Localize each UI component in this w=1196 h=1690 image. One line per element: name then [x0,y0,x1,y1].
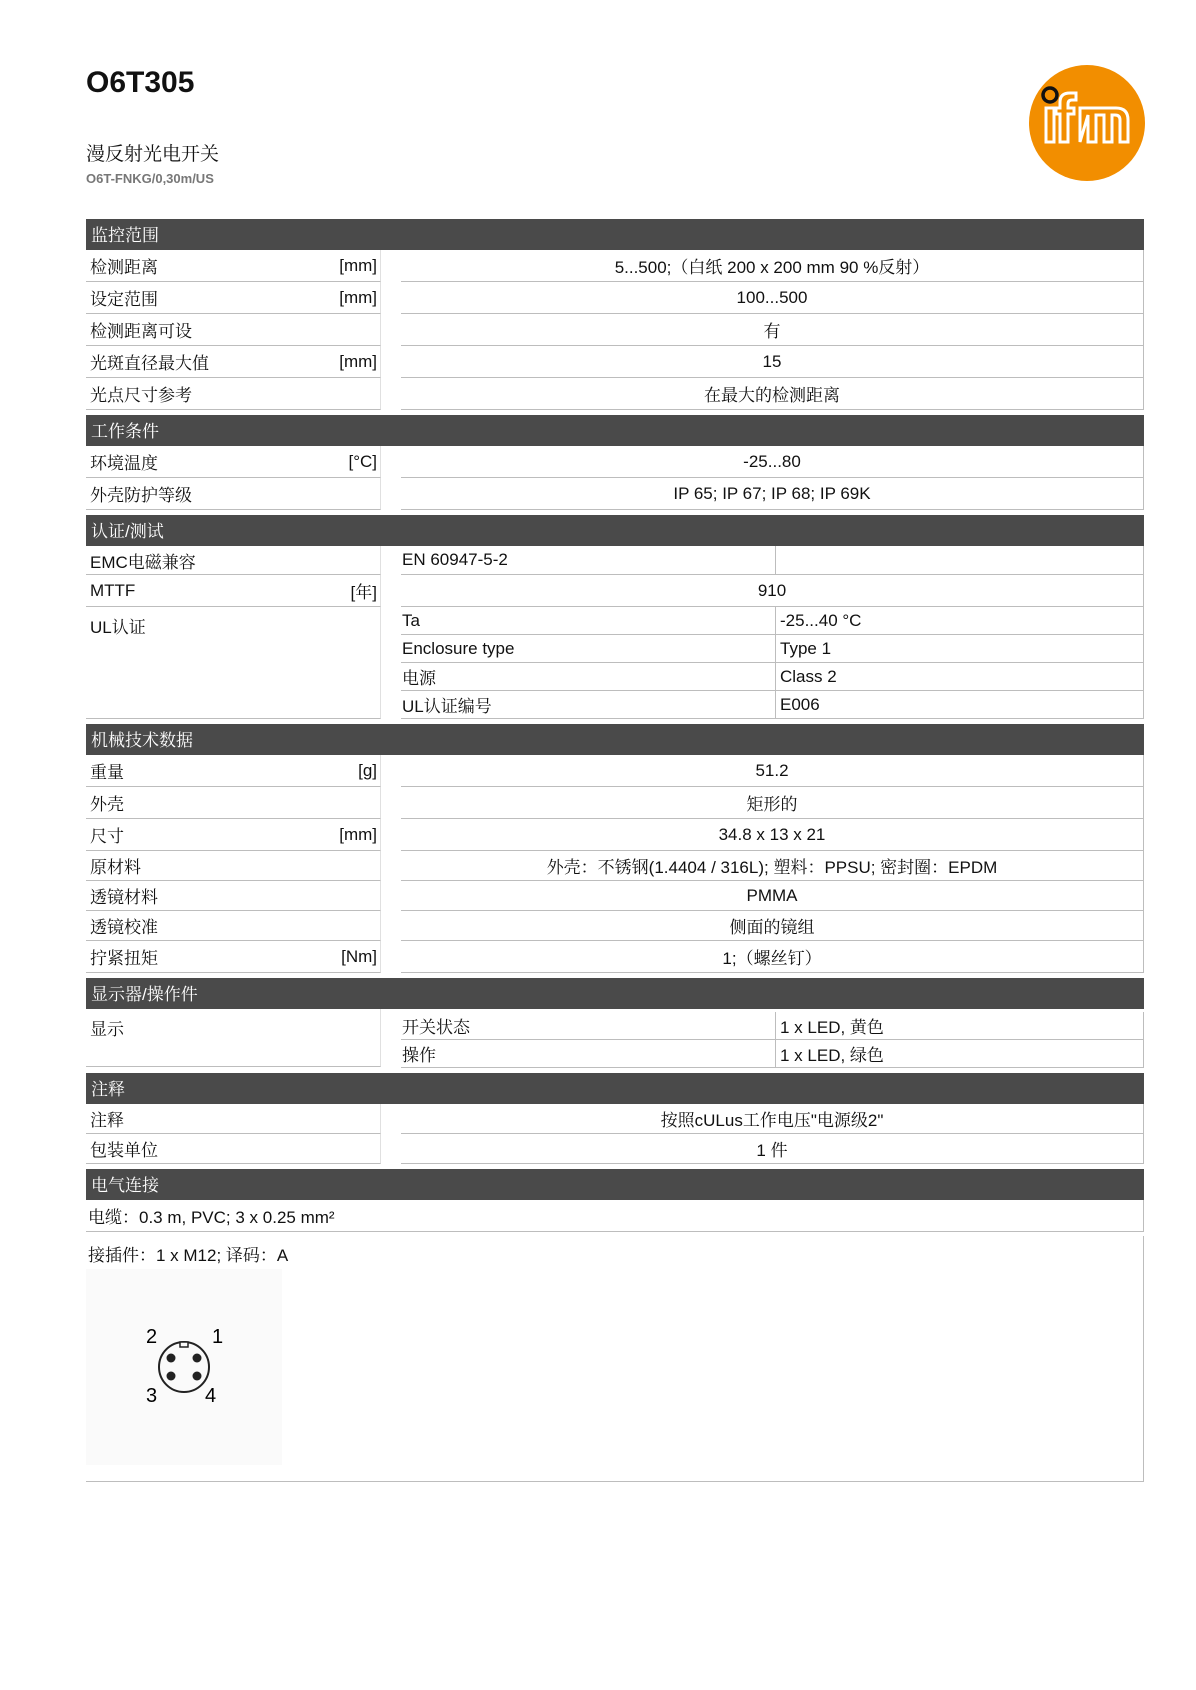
spec-row [86,282,1144,314]
section-header-operating: 工作条件 [86,415,1144,446]
spec-label: 透镜材料 [90,888,158,907]
spec-label: 显示 [90,1020,124,1039]
spec-label: 外壳 [90,795,124,814]
spec-row [86,755,1144,787]
pin-label-2: 2 [146,1326,158,1348]
spec-value: EN 60947-5-2 [401,546,776,575]
pin-label-3: 3 [146,1385,158,1407]
spec-value: 矩形的 [401,787,1144,819]
spec-row [86,911,1144,941]
spec-value: IP 65; IP 67; IP 68; IP 69K [401,478,1144,510]
spec-label: 注释 [90,1111,124,1130]
spec-row [86,314,1144,346]
spec-value: 外壳：不锈钢(1.4404 / 316L); 塑料：PPSU; 密封圈：EPDM [401,851,1144,881]
cable-spec: 电缆：0.3 m, PVC; 3 x 0.25 mm² [86,1200,1144,1232]
spec-value: 1;（螺丝钉） [401,941,1144,973]
spec-label: 设定范围 [90,290,158,309]
spec-row [86,346,1144,378]
spec-row [86,446,1144,478]
spec-row [86,819,1144,851]
spec-row [86,250,1144,282]
spec-label: 检测距离 [90,258,158,277]
section-header-electrical: 电气连接 [86,1169,1144,1200]
spec-value: 侧面的镜组 [401,911,1144,941]
spec-value: 51.2 [401,755,1144,787]
spec-value: 100...500 [401,282,1144,314]
spec-label: 拧紧扭矩 [90,949,158,968]
spec-label: 检测距离可设 [90,322,192,341]
spec-row [86,941,1144,973]
spec-value: 15 [401,346,1144,378]
spec-value: -25...80 [401,446,1144,478]
spec-unit: [mm] [339,351,377,371]
spec-unit: [mm] [339,287,377,307]
spec-row-ul [86,607,1144,719]
spec-unit: [mm] [339,255,377,275]
spec-unit: [g] [358,760,377,780]
spec-unit: [年] [350,583,377,602]
spec-row [86,851,1144,881]
section-header-mechanical: 机械技术数据 [86,724,1144,755]
pin-label-4: 4 [205,1385,217,1407]
product-name: 漫反射光电开关 [86,144,220,165]
spec-label: 光斑直径最大值 [90,354,209,373]
m12-pinout-icon [86,1269,282,1465]
spec-row [86,378,1144,410]
spec-unit: [°C] [348,451,377,471]
spec-unit: [Nm] [341,946,377,966]
spec-row [86,881,1144,911]
section-header-approvals: 认证/测试 [86,515,1144,546]
spec-row-emc [86,546,1144,575]
spec-unit: [mm] [339,824,377,844]
spec-value: 有 [401,314,1144,346]
spec-value: 910 [401,575,1144,607]
spec-label: MTTF [90,580,136,600]
ul-row: Ta -25...40 °C [401,607,1144,635]
spec-row-mttf [86,575,1144,607]
product-code: O6T305 [86,66,195,99]
connector-spec: 接插件：1 x M12; 译码：A [88,1246,289,1265]
spec-value-2 [776,546,1144,575]
spec-value: 1 件 [401,1134,1144,1164]
section-header-remarks: 注释 [86,1073,1144,1104]
article-code: O6T-FNKG/0,30m/US [86,171,214,186]
spec-label: 光点尺寸参考 [90,386,192,405]
display-row: 开关状态 1 x LED, 黄色 [401,1012,1144,1040]
spec-label: EMC电磁兼容 [90,552,196,572]
ifm-logo [1028,64,1146,182]
spec-row [86,1104,1144,1134]
spec-label: 重量 [90,763,124,782]
pin-label-1: 1 [212,1326,224,1348]
pinout-diagram [86,1269,282,1465]
spec-value: 5...500;（白纸 200 x 200 mm 90 %反射） [401,250,1144,282]
ul-row: UL认证编号 E006 [401,691,1144,719]
spec-value: 34.8 x 13 x 21 [401,819,1144,851]
spec-label: 透镜校准 [90,918,158,937]
section-header-display: 显示器/操作件 [86,978,1144,1009]
spec-row [86,1134,1144,1164]
spec-label: 外壳防护等级 [90,486,192,505]
section-header-monitoring: 监控范围 [86,219,1144,250]
spec-label: UL认证 [90,618,146,637]
spec-value: PMMA [401,881,1144,911]
spec-value: 按照cULus工作电压"电源级2" [401,1104,1144,1134]
spec-row [86,478,1144,510]
spec-label: 原材料 [90,858,141,877]
spec-value: 在最大的检测距离 [401,378,1144,410]
spec-row [86,787,1144,819]
spec-label: 环境温度 [90,454,158,473]
spec-label: 包装单位 [90,1141,158,1160]
display-row: 操作 1 x LED, 绿色 [401,1040,1144,1068]
spec-sheet [86,219,1144,1482]
spec-row-display [86,1009,1144,1068]
connector-block [86,1236,1144,1482]
ul-row: 电源 Class 2 [401,663,1144,691]
ul-row: Enclosure type Type 1 [401,635,1144,663]
spec-label: 尺寸 [90,827,124,846]
